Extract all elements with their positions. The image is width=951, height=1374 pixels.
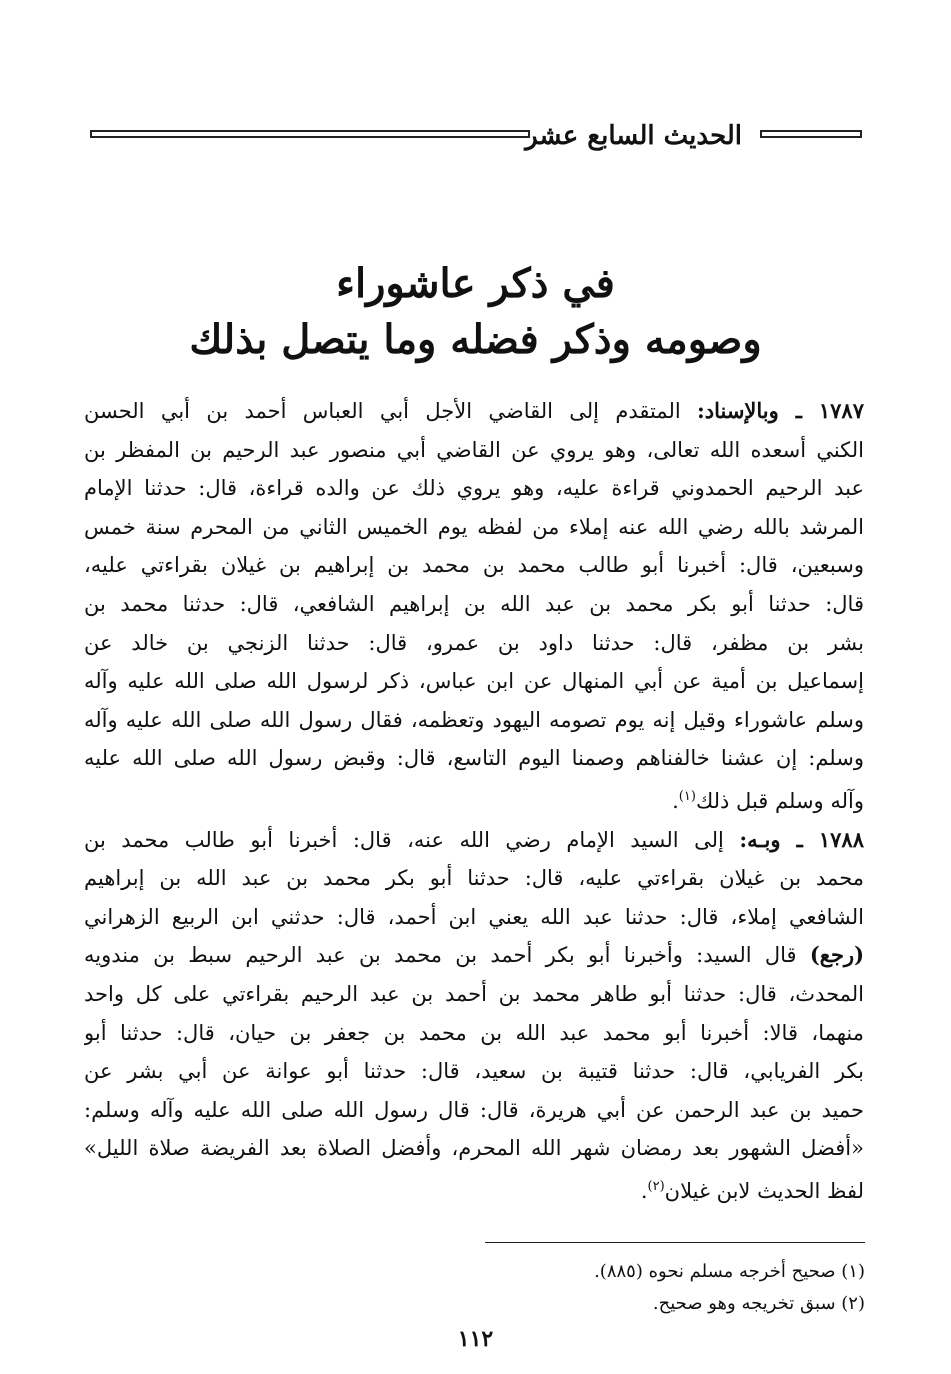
footnote-ref-1: (١) <box>678 788 696 804</box>
footnotes <box>85 1256 865 1320</box>
text-line: وسبعين، قال: أخبرنا أبو طالب محمد بن محمد بن إبراهيم بن غيلان بقراءتي عليه، <box>84 553 864 578</box>
chapter-title-line-2: وصومه وذكر فضله وما يتصل بذلك <box>189 316 762 363</box>
text-line: (رجع) قال السيد: وأخبرنا أبو بكر أحمد بن محمد بن عبد الرحيم سبط بن مندويه <box>84 942 864 968</box>
hadith-paragraph-1788 <box>84 821 864 1211</box>
text-line: «أفضل الشهور بعد رمضان شهر الله المحرم، وأفضل الصلاة بعد الفريضة صلاة الليل» <box>84 1136 864 1161</box>
header-rule-right <box>760 130 862 138</box>
text-line: بكر الفريابي، قال: حدثنا قتيبة بن سعيد، قال: حدثنا أبو عوانة عن أبي بشر عن <box>84 1059 864 1084</box>
text-line: قال: حدثنا أبو بكر محمد بن عبد الله بن إبراهيم الشافعي، قال: حدثنا محمد بن <box>84 591 864 616</box>
hadith-number-1787: ١٧٨٧ ـ وبالإسناد: <box>697 398 864 423</box>
footnote-2: (٢) سبق تخريجه وهو صحيح. <box>652 1293 865 1314</box>
return-marker: (رجع) <box>809 942 864 968</box>
text-line: محمد بن غيلان بقراءتي عليه، قال: حدثنا أبو بكر محمد بن عبد الله بن إبراهيم <box>84 866 864 891</box>
text-line: الشافعي إملاء، قال: حدثنا عبد الله يعني ابن أحمد، قال: حدثني ابن الربيع الزهراني <box>84 904 864 929</box>
footnote-1: (١) صحيح أخرجه مسلم نحوه (٨٨٥). <box>594 1261 865 1282</box>
text-line: لفظ الحديث لابن غيلان$^{(٢)}$. <box>640 1178 864 1203</box>
text-line: وآله وسلم قبل ذلك$^{(١)}$. <box>672 788 864 813</box>
text-line: الكني أسعده الله تعالى، وهو يروي عن القاضي أبي منصور عبد الرحيم بن المفظر بن <box>84 437 864 462</box>
footnote-ref-2: (٢) <box>647 1178 665 1194</box>
page-number: ١١٢ <box>457 1326 494 1352</box>
running-header <box>90 116 862 156</box>
footnote-separator <box>485 1242 865 1243</box>
body-text <box>84 392 864 1210</box>
text-line: عبد الرحيم الحمدوني قراءة عليه، وهو يروي ذلك عن والده قراءة، قال: حدثنا الإمام <box>84 476 864 501</box>
text-line: وسلم عاشوراء وقيل إنه يوم تصومه اليهود وتعظمه، فقال رسول الله صلى الله عليه وآله <box>84 707 864 732</box>
text-line: بشر بن مظفر، قال: حدثنا داود بن عمرو، قال: حدثنا الزنجي بن خالد عن <box>84 630 864 655</box>
header-rule-left <box>90 130 530 138</box>
header-title: الحديث السابع عشر <box>525 121 742 151</box>
hadith-paragraph-1787 <box>84 392 864 821</box>
hadith-number-1788: ١٧٨٨ ـ وبـه: <box>739 826 864 852</box>
text-line: وسلم: إن عشنا خالفناهم وصمنا اليوم التاسع، قال: وقبض رسول الله صلى الله عليه <box>84 746 864 771</box>
text-line: المرشد بالله رضي الله عنه إملاء من لفظه يوم الخميس الثاني من المحرم سنة خمس <box>84 514 864 539</box>
text-line: إسماعيل بن أمية عن أبي المنهال عن ابن عباس، ذكر لرسول الله صلى الله عليه وآله <box>84 669 864 694</box>
text-line: منهما، قالا: أخبرنا أبو محمد عبد الله بن محمد بن جعفر بن حيان، قال: حدثنا أبو <box>84 1020 864 1045</box>
chapter-title-line-1: في ذكر عاشوراء <box>336 260 615 307</box>
text-line: ١٧٨٨ ـ وبـه: إلى السيد الإمام رضي الله عنه، قال: أخبرنا أبو طالب محمد بن <box>84 826 864 852</box>
text-line: المحدث، قال: حدثنا أبو طاهر محمد بن أحمد بن عبد الرحيم بقراءتي على كل واحد <box>84 981 864 1006</box>
text-line: ١٧٨٧ ـ وبالإسناد: المتقدم إلى القاضي الأجل أبي العباس أحمد بن أبي الحسن <box>84 398 864 423</box>
text-line: حميد بن عبد الرحمن عن أبي هريرة، قال: قال رسول الله صلى الله عليه وآله وسلم: <box>84 1097 864 1122</box>
chapter-title <box>120 256 831 368</box>
